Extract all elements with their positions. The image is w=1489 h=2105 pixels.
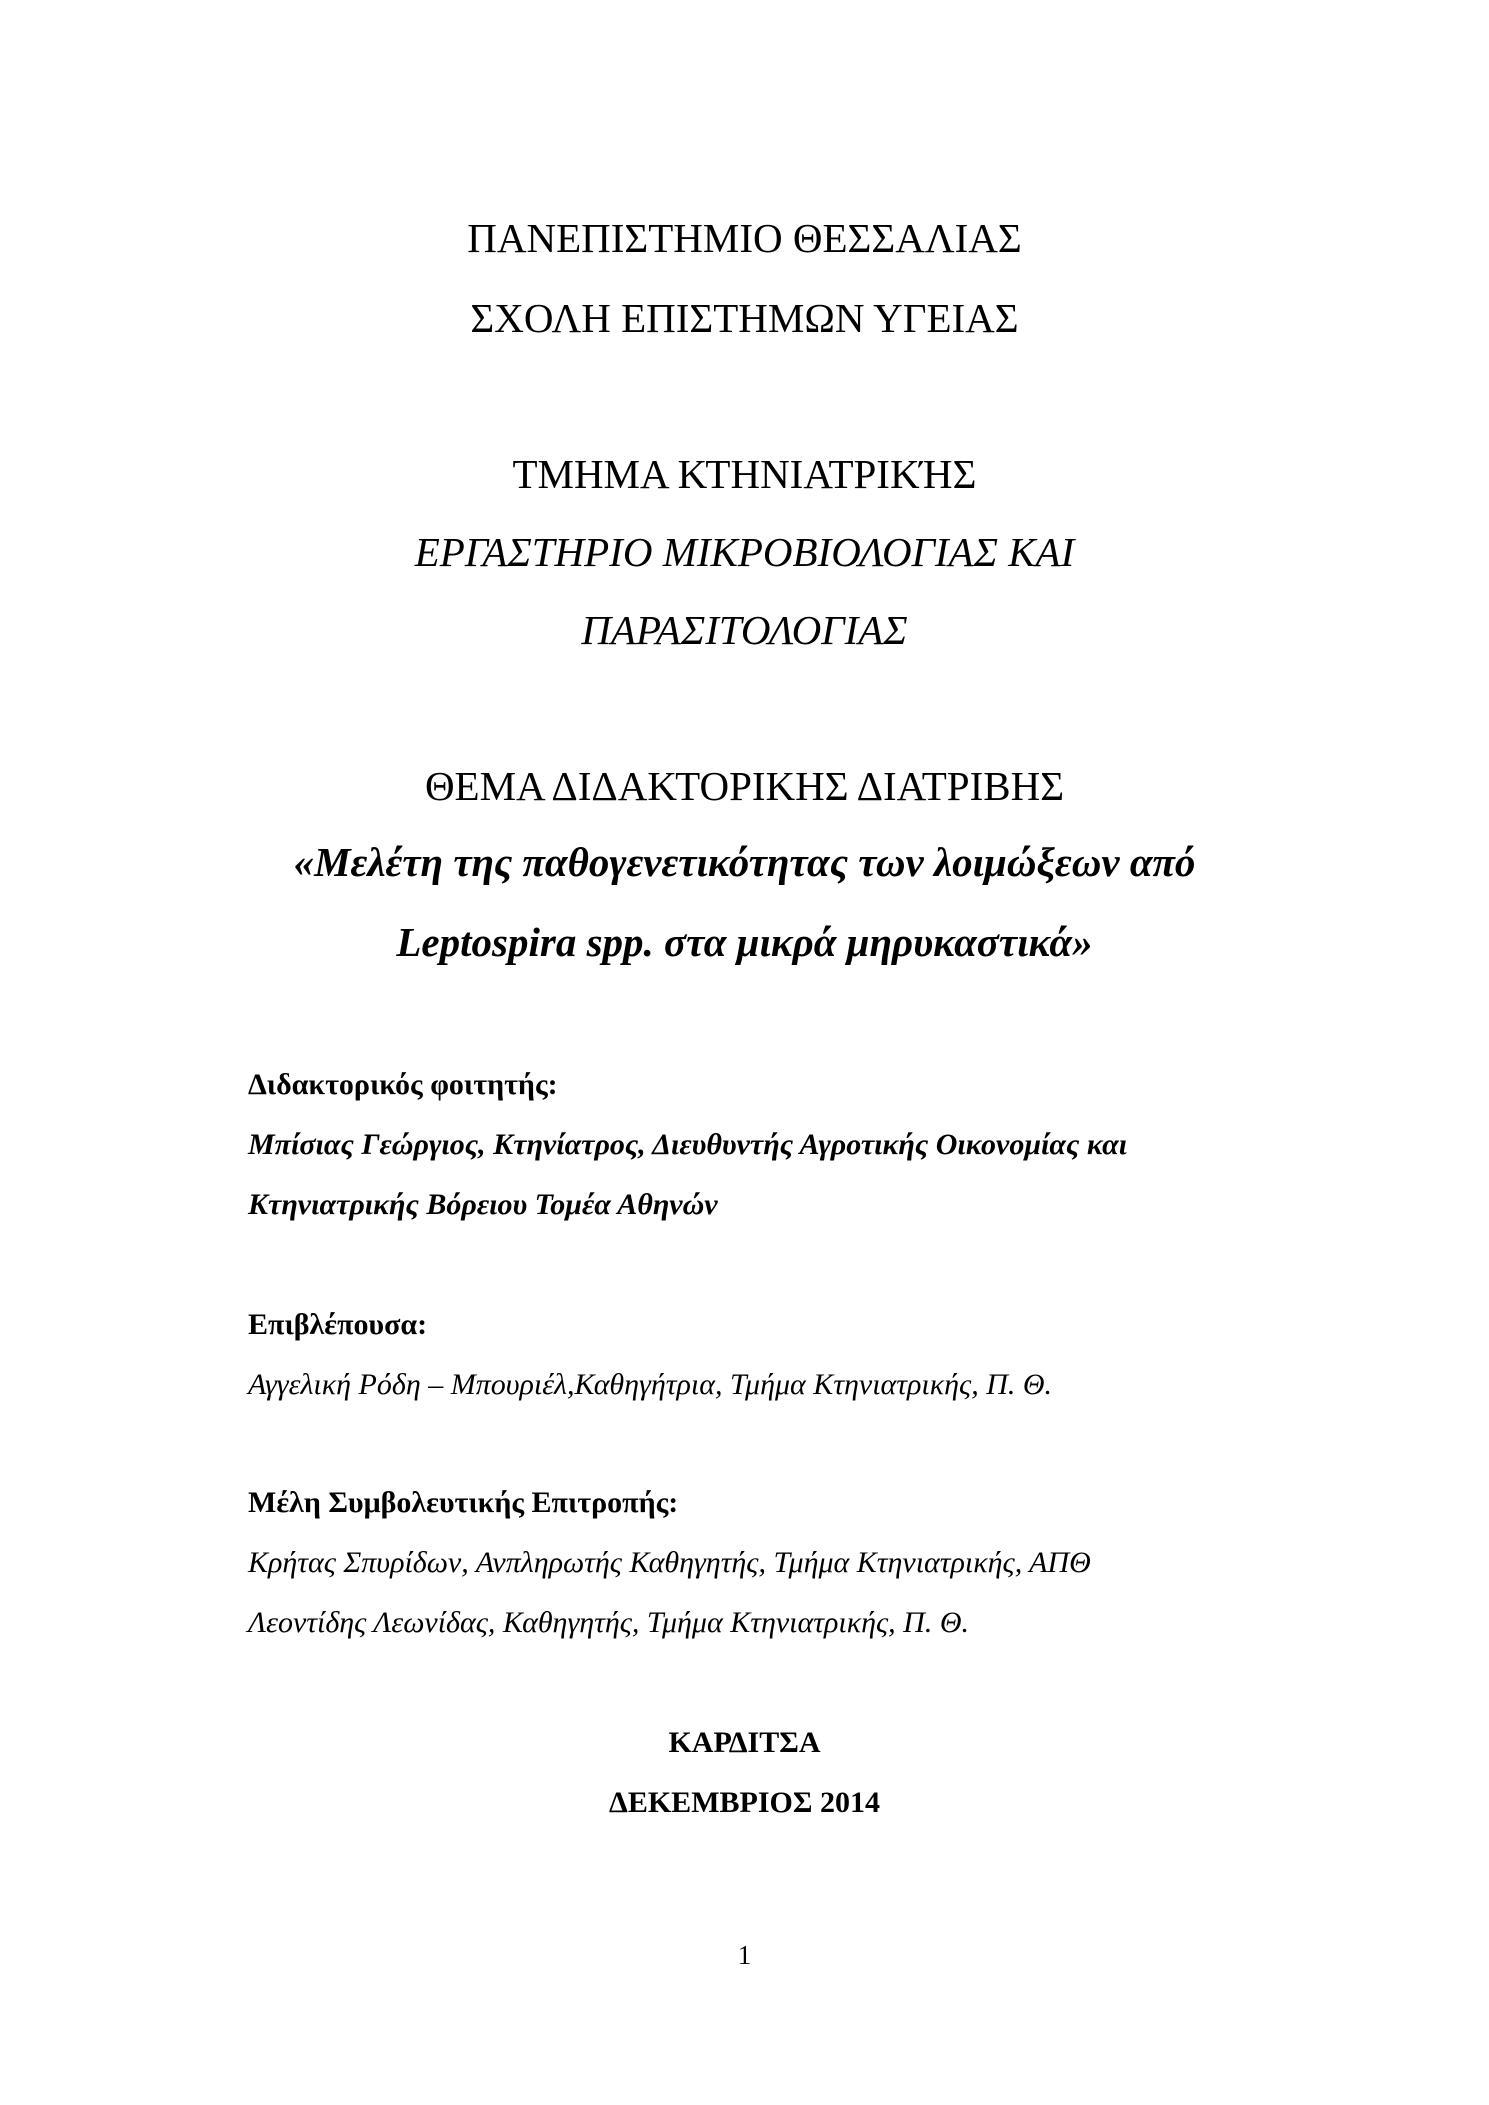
student-line-2: Κτηνιατρικής Βόρειου Τομέα Αθηνών [248,1188,718,1221]
date: ΔΕΚΕΜΒΡΙΟΣ 2014 [609,1786,880,1819]
student-line-1: Μπίσιας Γεώργιος, Κτηνίατρος, Διευθυντής Αγροτικής Οικονομίας και [248,1128,1128,1161]
thesis-title-line-2: Leptospira spp. στα μικρά μηρυκαστικά» [396,919,1093,965]
laboratory-line-1: ΕΡΓΑΣΤΗΡΙΟ ΜΙΚΡΟΒΙΟΛΟΓΙΑΣ ΚΑΙ [414,529,1075,575]
student-label: Διδακτορικός φοιτητής: [248,1068,558,1101]
supervisor-label: Επιβλέπουσα: [248,1308,428,1341]
laboratory-line-2: ΠΑΡΑΣΙΤΟΛΟΓΙΑΣ [581,607,908,653]
committee-member-1: Κρήτας Σπυρίδων, Ανπληρωτής Καθηγητής, Τμήμα Κτηνιατρικής, ΑΠΘ [248,1546,1091,1579]
school-name: ΣΧΟΛΗ ΕΠΙΣΤΗΜΩΝ ΥΓΕΙΑΣ [470,295,1019,341]
supervisor-name: Αγγελική Ρόδη – Μπουριέλ,Καθηγήτρια, Τμήμα Κτηνιατρικής, Π. Θ. [248,1368,1053,1401]
committee-member-2: Λεοντίδης Λεωνίδας, Καθηγητής, Τμήμα Κτηνιατρικής, Π. Θ. [248,1606,969,1639]
department-name: ΤΜΗΜΑ ΚΤΗΝΙΑΤΡΙΚΉΣ [512,451,977,497]
place: ΚΑΡΔΙΤΣΑ [668,1726,821,1759]
thesis-heading: ΘΕΜΑ ΔΙΔΑΚΤΟΡΙΚΗΣ ΔΙΑΤΡΙΒΗΣ [424,763,1065,809]
page-number: 1 [737,1940,752,1970]
university-name: ΠΑΝΕΠΙΣΤΗΜΙΟ ΘΕΣΣΑΛΙΑΣ [467,215,1022,261]
committee-label: Μέλη Συμβολευτικής Επιτροπής: [248,1486,679,1519]
thesis-title-line-1: «Μελέτη της παθογενετικότητας των λοιμώξεων από [293,839,1196,885]
